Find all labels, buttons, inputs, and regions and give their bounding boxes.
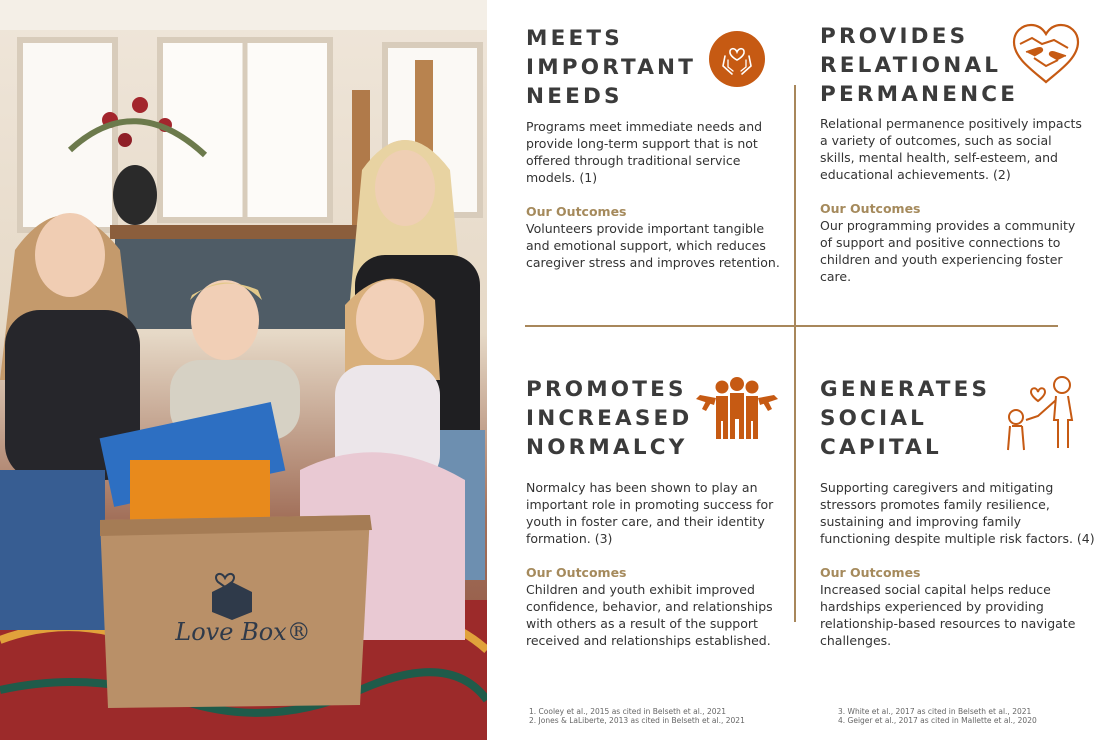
quadrant-intro: Supporting caregivers and mitigating stressors promotes family resilience, sustaining and improving family functioning despite multiple risk factors. (4) (820, 480, 1095, 546)
group-people-icon (694, 375, 780, 447)
box-brand-text: Love Box® (175, 618, 311, 646)
outcomes-text: Increased social capital helps reduce hardships experienced by providing relationship-based resources to navigate challenges. (820, 582, 1076, 648)
outcomes-text: Children and youth exhibit improved confidence, behavior, and relationships with others as a result of the support received and relationships established. (526, 582, 773, 648)
quadrant-heading: PROMOTES INCREASED NORMALCY (526, 377, 693, 460)
quadrant-intro: Normalcy has been shown to play an important role in promoting success for youth in foster care, and their identity formation. (3) (526, 480, 774, 546)
outcomes-text: Volunteers provide important tangible and emotional support, which reduces caregiver stress and improves retention. (526, 221, 780, 270)
footnote: 1. Cooley et al., 2015 as cited in Belseth et al., 2021 (529, 707, 727, 716)
quadrant-heading: PROVIDES RELATIONAL PERMANENCE (820, 24, 1019, 107)
footnote: 2. Jones & LaLiberte, 2013 as cited in Belseth et al., 2021 (529, 716, 745, 725)
hands-heart-icon (708, 30, 766, 92)
family-photo (0, 0, 487, 740)
quadrant-heading: MEETS IMPORTANT NEEDS (526, 26, 697, 109)
footnotes-left (529, 707, 745, 725)
vertical-divider (794, 85, 796, 622)
outcomes-text: Our programming provides a community of support and positive connections to children and youth experiencing foster care. (820, 218, 1076, 284)
heart-handshake-icon (1010, 22, 1082, 90)
footnotes-right (838, 707, 1037, 725)
horizontal-divider (525, 325, 1058, 327)
quadrant-intro: Relational permanence positively impacts a variety of outcomes, such as social skills, mental health, self-esteem, and educational achievements. (2) (820, 116, 1082, 182)
quadrant-intro: Programs meet immediate needs and provide long-term support that is not offered through traditional service models. (1) (526, 119, 763, 185)
footnote: 4. Geiger et al., 2017 as cited in Mallette et al., 2020 (838, 716, 1037, 725)
outcomes-label: Our Outcomes (820, 565, 921, 580)
outcomes-label: Our Outcomes (526, 565, 627, 580)
outcomes-label: Our Outcomes (820, 201, 921, 216)
outcomes-label: Our Outcomes (526, 204, 627, 219)
helping-hand-heart-icon (1004, 374, 1080, 456)
quadrant-heading: GENERATES SOCIAL CAPITAL (820, 377, 991, 460)
footnote: 3. White et al., 2017 as cited in Belseth et al., 2021 (838, 707, 1032, 716)
